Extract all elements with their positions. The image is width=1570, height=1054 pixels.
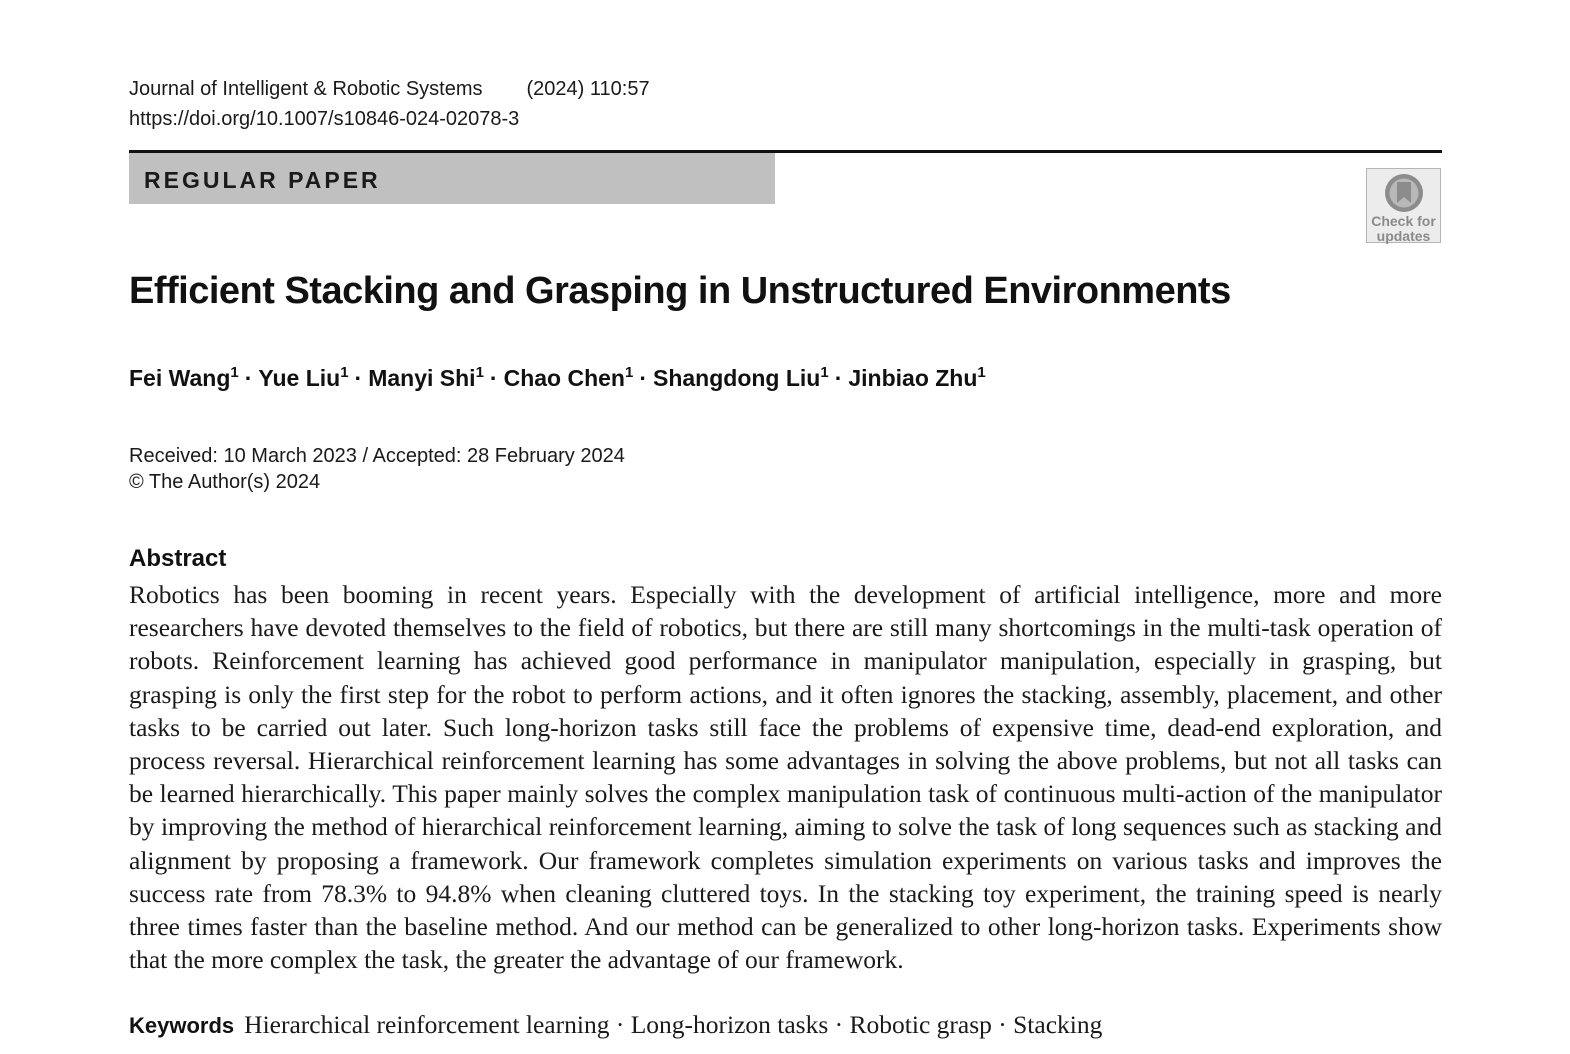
- keywords-list: Hierarchical reinforcement learning · Long-horizon tasks · Robotic grasp · Stacking: [244, 1010, 1103, 1039]
- article-first-page: [129, 0, 1442, 1054]
- author-separator: ·: [639, 365, 647, 391]
- author-separator: ·: [354, 365, 363, 391]
- keywords-section: [129, 1010, 1102, 1040]
- author-affiliation-marker: 1: [820, 364, 829, 381]
- keywords-label: Keywords: [129, 1013, 235, 1038]
- check-for-updates-badge[interactable]: [1366, 168, 1441, 243]
- author-separator: ·: [834, 365, 843, 391]
- author-name[interactable]: Chao Chen: [503, 365, 625, 391]
- author-affiliation-marker: 1: [977, 364, 986, 381]
- author-separator: ·: [489, 365, 498, 391]
- journal-citation: [129, 78, 650, 101]
- author-name[interactable]: Manyi Shi: [368, 365, 476, 391]
- bookmark-icon: [1382, 173, 1426, 213]
- author-name[interactable]: Yue Liu: [258, 365, 341, 391]
- abstract-heading: Abstract: [129, 545, 227, 572]
- author-list: [129, 365, 986, 392]
- article-title: Efficient Stacking and Grasping in Unstructured Environments: [129, 270, 1231, 312]
- author-name[interactable]: Jinbiao Zhu: [848, 365, 978, 391]
- author-separator: ·: [244, 365, 253, 391]
- article-category-band: [129, 153, 775, 204]
- author-affiliation-marker: 1: [475, 364, 484, 381]
- received-accepted-dates: Received: 10 March 2023 / Accepted: 28 February 2024: [129, 445, 625, 467]
- check-for-updates-line1: Check for: [1371, 213, 1436, 229]
- abstract-text: Robotics has been booming in recent years. Especially with the development of artificial intelligence, more and more researchers have devoted themselves to the field of robotics, but there are still many shortcomings in the multi-task operation of robots. Reinforcement learning has achieved good performance in manipulator manipulation, especially in grasping, but grasping is only the first step for the robot to perform actions, and it often ignores the stacking, assembly, placement, and other tasks to be carried out later. Such long-horizon tasks still face the problems of expensive time, dead-end exploration, and process reversal. Hierarchical reinforcement learning has some advantages in solving the above problems, but not all tasks can be learned hierarchically. This paper mainly solves the complex manipulation task of continuous multi-action of the manipulator by improving the method of hierarchical reinforcement learning, aiming to solve the task of long sequences such as stacking and alignment by proposing a framework. Our framework completes simulation experiments on various tasks and improves the success rate from 78.3% to 94.8% when cleaning cluttered toys. In the stacking toy experiment, the training speed is nearly three times faster than the baseline method. And our method can be generalized to other long-horizon tasks. Experiments show that the more complex the task, the greater the advantage of our framework.: [129, 580, 1442, 975]
- journal-name: Journal of Intelligent & Robotic Systems: [129, 78, 483, 100]
- check-for-updates-line2: updates: [1376, 228, 1431, 244]
- author-affiliation-marker: 1: [624, 364, 634, 381]
- author-name[interactable]: Shangdong Liu: [652, 365, 821, 391]
- author-name[interactable]: Fei Wang: [129, 365, 231, 391]
- article-category: REGULAR PAPER: [144, 167, 381, 193]
- copyright-notice: © The Author(s) 2024: [129, 471, 321, 493]
- author-affiliation-marker: 1: [230, 364, 239, 381]
- journal-volume: (2024) 110:57: [526, 78, 650, 100]
- author-affiliation-marker: 1: [340, 364, 349, 381]
- doi-link[interactable]: https://doi.org/10.1007/s10846-024-02078-3: [129, 108, 520, 130]
